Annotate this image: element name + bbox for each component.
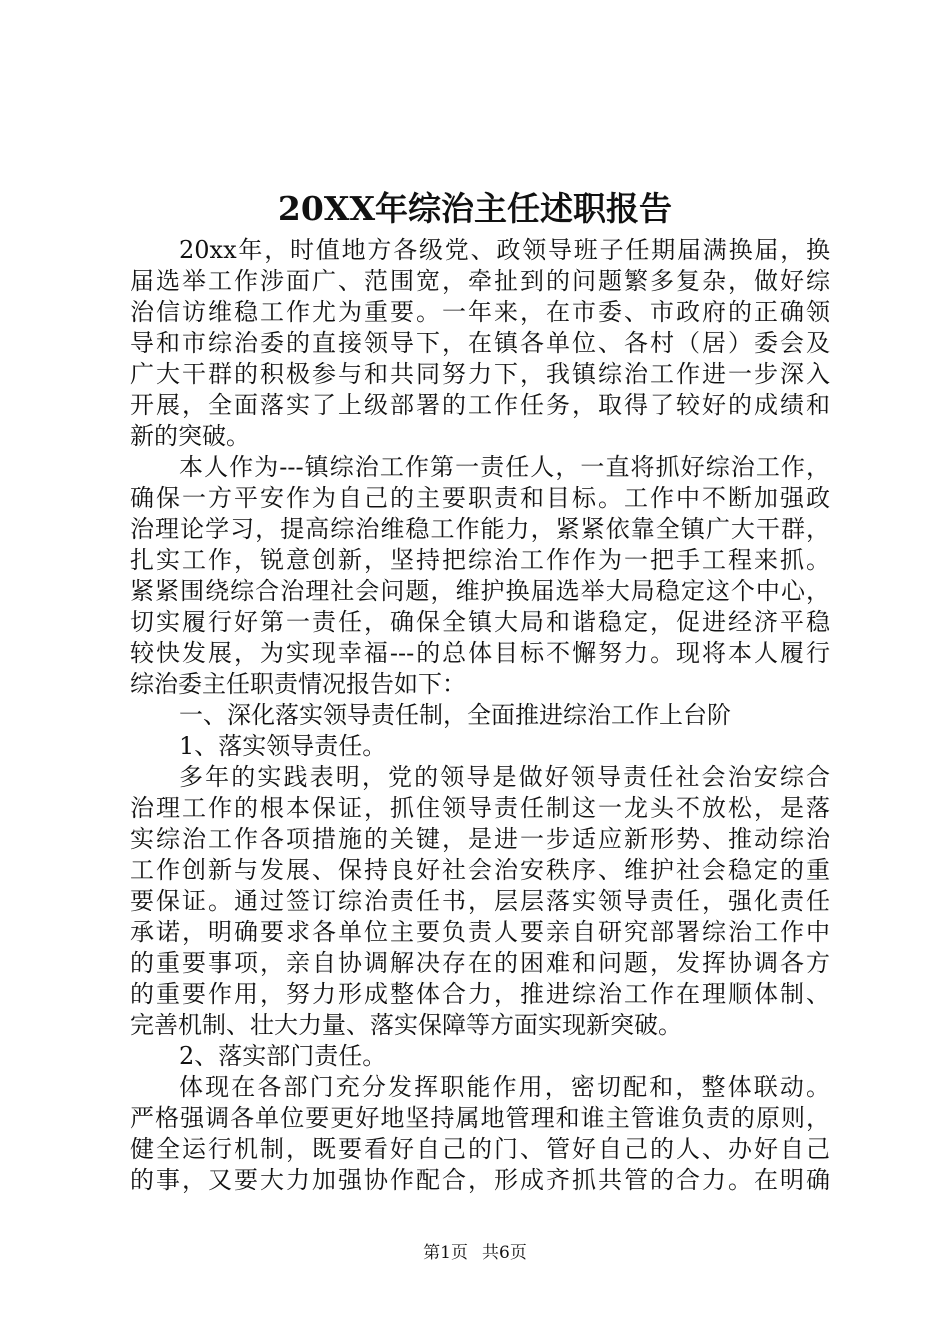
text-line: 扎实工作，锐意创新，坚持把综治工作作为一把手工程来抓。	[130, 546, 830, 574]
text-line: 完善机制、壮大力量、落实保障等方面实现新突破。	[130, 1011, 682, 1039]
text-line: 的重要事项，亲自协调解决存在的困难和问题，发挥协调各方	[130, 949, 830, 977]
text-line: 的事，又要大力加强协作配合，形成齐抓共管的合力。在明确	[130, 1166, 830, 1194]
page-footer	[0, 1240, 950, 1266]
text-line: 导和市综治委的直接领导下，在镇各单位、各村（居）委会及	[130, 329, 830, 357]
text-line: 届选举工作涉面广、范围宽，牵扯到的问题繁多复杂，做好综	[130, 267, 830, 295]
text-line: 切实履行好第一责任，确保全镇大局和谐稳定，促进经济平稳	[130, 608, 830, 636]
page-total: 共6页	[482, 1243, 527, 1263]
text-line: 严格强调各单位要更好地坚持属地管理和谁主管谁负责的原则，	[130, 1104, 830, 1132]
text-line: 2、落实部门责任。	[179, 1042, 387, 1070]
text-line: 1、落实领导责任。	[179, 732, 387, 760]
text-line: 20xx年，时值地方各级党、政领导班子任期届满换届，换	[179, 236, 830, 264]
text-line: 确保一方平安作为自己的主要职责和目标。工作中不断加强政	[130, 484, 830, 512]
text-line: 的重要作用，努力形成整体合力，推进综治工作在理顺体制、	[130, 980, 830, 1008]
page-number: 第1页	[423, 1243, 468, 1263]
text-line: 多年的实践表明，党的领导是做好领导责任社会治安综合	[179, 763, 830, 791]
text-line: 紧紧围绕综合治理社会问题，维护换届选举大局稳定这个中心，	[130, 577, 830, 605]
text-line: 治理工作的根本保证，抓住领导责任制这一龙头不放松，是落	[130, 794, 830, 822]
text-line: 一、深化落实领导责任制，全面推进综治工作上台阶	[179, 701, 731, 729]
text-line: 健全运行机制，既要看好自己的门、管好自己的人、办好自己	[130, 1135, 830, 1163]
document-title: 20XX年综治主任述职报告	[277, 189, 673, 228]
text-line: 要保证。通过签订综治责任书，层层落实领导责任，强化责任	[130, 887, 830, 915]
text-line: 开展，全面落实了上级部署的工作任务，取得了较好的成绩和	[130, 391, 830, 419]
text-line: 体现在各部门充分发挥职能作用，密切配和，整体联动。	[179, 1073, 830, 1101]
text-line: 实综治工作各项措施的关键，是进一步适应新形势、推动综治	[130, 825, 830, 853]
text-line: 承诺，明确要求各单位主要负责人要亲自研究部署综治工作中	[130, 918, 830, 946]
text-line: 治理论学习，提高综治维稳工作能力，紧紧依靠全镇广大干群，	[130, 515, 830, 543]
text-line: 较快发展，为实现幸福---的总体目标不懈努力。现将本人履行	[130, 639, 830, 667]
text-line: 广大干群的积极参与和共同努力下，我镇综治工作进一步深入	[130, 360, 830, 388]
document-body	[130, 235, 830, 1196]
text-line: 综治委主任职责情况报告如下：	[130, 670, 466, 698]
text-line: 治信访维稳工作尤为重要。一年来，在市委、市政府的正确领	[130, 298, 830, 326]
text-line: 本人作为---镇综治工作第一责任人，一直将抓好综治工作，	[179, 453, 830, 481]
text-line: 新的突破。	[130, 422, 250, 450]
text-line: 工作创新与发展、保持良好社会治安秩序、维护社会稳定的重	[130, 856, 830, 884]
